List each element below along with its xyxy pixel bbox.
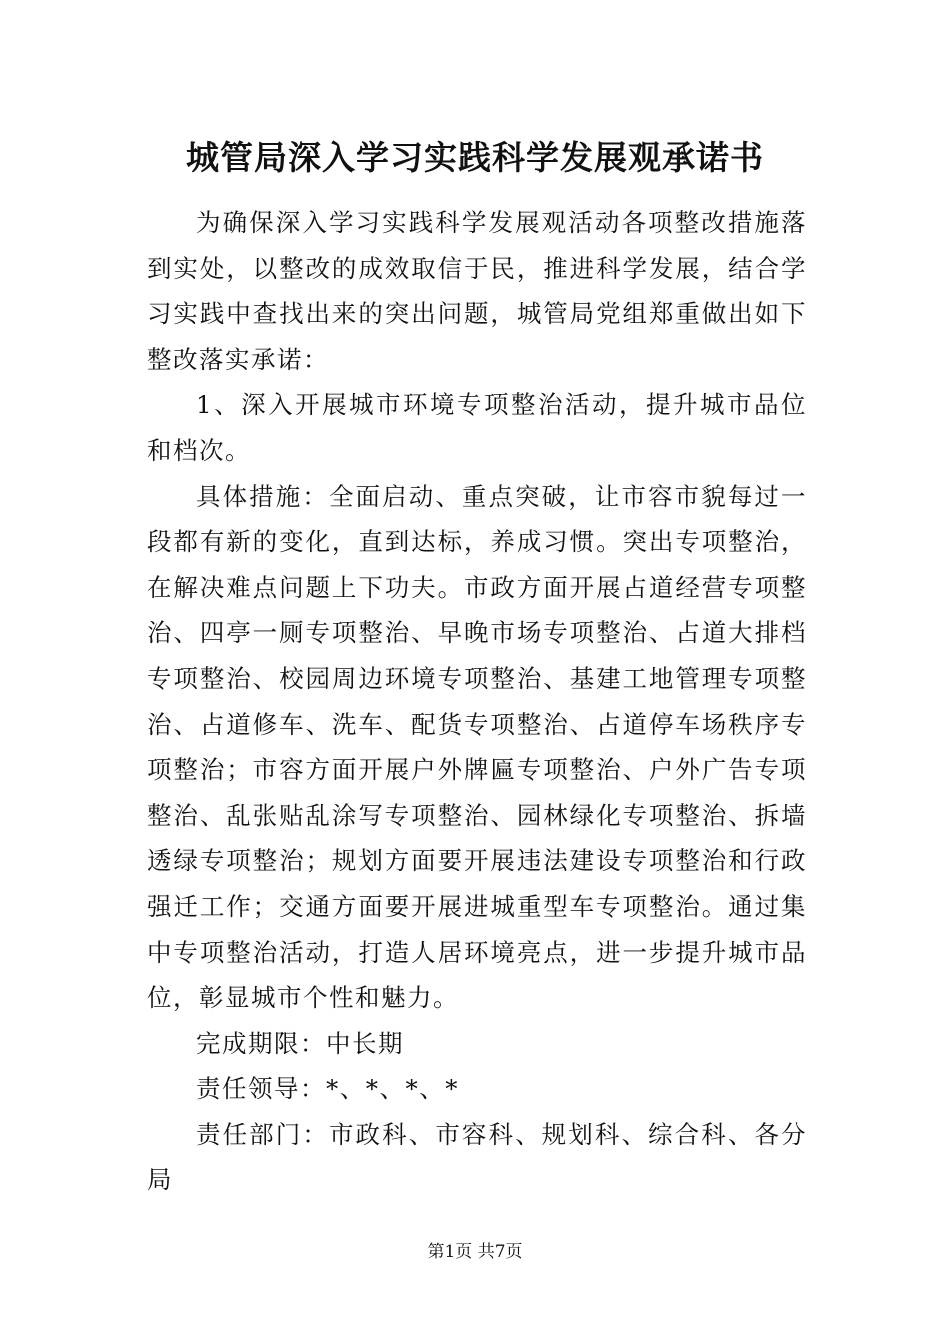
responsible-leaders-line: 责任领导：*、*、*、* [196, 1074, 459, 1104]
item-heading: 1、深入开展城市环境专项整治活动，提升城市品位和档次。 [147, 390, 807, 465]
responsible-departments-line: 责任部门：市政科、市容科、规划科、综合科、各分局 [147, 1119, 807, 1195]
intro-paragraph: 为确保深入学习实践科学发展观活动各项整改措施落到实处，以整改的成效取信于民，推进科学发展，结合学习实践中查找出来的突出问题，城管局党组郑重做出如下整改落实承诺： [147, 208, 807, 374]
document-body [147, 200, 807, 1203]
page-footer: 第1页 共7页 [427, 1242, 523, 1262]
measures-paragraph: 具体措施：全面启动、重点突破，让市容市貌每过一段都有新的变化，直到达标，养成习惯。突出专项整治，在解决难点问题上下功夫。市政方面开展占道经营专项整治、四亭一厕专项整治、早晚市场专项整治、占道大排档专项整治、校园周边环境专项整治、基建工地管理专项整治、占道修车、洗车、配货专项整治、占道停车场秩序专项整治；市容方面开展户外牌匾专项整治、户外广告专项整治、乱张贴乱涂写专项整治、园林绿化专项整治、拆墙透绿专项整治；规划方面要开展违法建设专项整治和行政强迁工作；交通方面要开展进城重型车专项整治。通过集中专项整治活动，打造人居环境亮点，进一步提升城市品位，彰显城市个性和魅力。 [147, 481, 807, 1013]
deadline-line: 完成期限：中长期 [196, 1028, 404, 1058]
document-title: 城管局深入学习实践科学发展观承诺书 [186, 138, 764, 177]
